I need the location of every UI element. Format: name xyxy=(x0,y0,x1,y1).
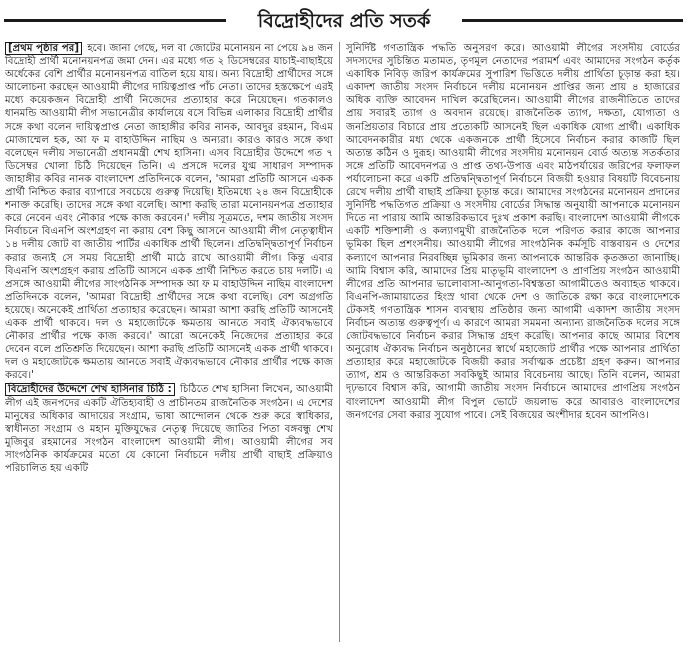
headline-bar xyxy=(4,6,683,36)
headline-rule-right xyxy=(462,19,683,22)
continuation-tag: [প্রথম পৃষ্ঠার পর] xyxy=(5,42,82,55)
paragraph-text: চিঠিতে শেখ হাসিনা লিখেন, আওয়ামী লীগ এই জনপদের একটি ঐতিহ্যবাহী ও প্রাচীনতম রাজনৈতিক সংগঠন। এ দেশের মানুষের অধিকার আদায়ের সংগ্রাম, ভাষা আন্দোলন থেকে শুরু করে স্বাধিকার, স্বাধীনতা সংগ্রাম ও মহান মুক্তিযুদ্ধের নেতৃত্ব দিয়েছে জাতির পিতা বঙ্গবন্ধু শেখ মুজিবুর রহমানের সংগঠন বাংলাদেশ আওয়ামী লীগ। আওয়ামী লীগের সব সাংগঠনিক কার্যক্রমের মতো যে কোনো নির্বাচনে দলীয় প্রার্থী বাছাই প্রক্রিয়াও পরিচালিত হয় একটি xyxy=(5,384,333,474)
article-column-right xyxy=(346,42,680,644)
paragraph-text: হবে। জানা গেছে, দল বা জোটের মনোনয়ন না পেয়ে ৯৪ জন বিদ্রোহী প্রার্থী মনোনয়নপত্র জমা দেন। এর মধ্যে গত ২ ডিসেম্বরের যাচাই-বাছাইয়ে অর্ধেকের বেশি প্রার্থীর মনোনয়নপত্র বাতিল হয়ে যায়। অন্য বিদ্রোহী প্রার্থীদের সঙ্গে আলোচনা করছেন আওয়ামী লীগের দায়িত্বপ্রাপ্ত পাঁচ নেতা। তাদের হস্তক্ষেপে এরই মধ্যে কয়েকজন বিদ্রোহী প্রার্থী নিজেদের প্রত্যাহার করে নিয়েছেন। গতকালও ধানমন্ডি আওয়ামী লীগ সভানেত্রীর কার্যালয়ে বসে বিভিন্ন এলাকার বিদ্রোহী প্রার্থীর সঙ্গে কথা বলেন দায়িত্বপ্রাপ্ত নেতা জাহাঙ্গীর কবির নানক, আবদুর রহমান, বিএম মোজাম্মেল হক, আ ফ ম বাহাউদ্দিন নাছিম ও অন্যরা। কারও কারও সঙ্গে কথা বলেছেন দলীয় সভানেত্রী প্রধানমন্ত্রী শেখ হাসিনা। এসব বিদ্রোহীর উদ্দেশে গত ৭ ডিসেম্বর খোলা চিঠি দিয়েছেন তিনি। এ প্রসঙ্গে দলের যুগ্ম সাধারণ সম্পাদক জাহাঙ্গীর কবির নানক বাংলাদেশ প্রতিদিনকে বলেন, 'আমরা প্রতিটি আসনে একক প্রার্থী নিশ্চিত করার ব্যাপারে সবচেয়ে গুরুত্ব দিয়েছি। ইতিমধ্যে ২৪ জন বিদ্রোহীকে শনাক্ত করেছি। তাদের সঙ্গে কথা বলেছি। আশা করছি তারা মনোনয়নপত্র প্রত্যাহার করে নেবেন এবং নৌকার পক্ষে কাজ করবেন।' দলীয় সূত্রমতে, দশম জাতীয় সংসদ নির্বাচনে বিএনপি অংশগ্রহণ না করায় বেশ কিছু আসনে আওয়ামী লীগ নেতৃত্বাধীন ১৪ দলীয় জোট বা জাতীয় পার্টির একাধিক প্রার্থী ছিলেন। প্রতিদ্বন্দ্বিতাপূর্ণ নির্বাচন করার জন্যই সে সময় বিদ্রোহী প্রার্থী মাঠে রাখে আওয়ামী লীগ। কিন্তু এবার বিএনপি অংশগ্রহণ করায় প্রতিটি আসনে একক প্রার্থী নিশ্চিত করতে চায় দলটি। এ প্রসঙ্গে আওয়ামী লীগের সাংগঠনিক সম্পাদক আ ফ ম বাহাউদ্দিন নাছিম বাংলাদেশ প্রতিদিনকে বলেন, 'আমরা বিদ্রোহী প্রার্থীদের সঙ্গে কথা বলেছি। বেশ অগ্রগতি হয়েছে। অনেকেই প্রার্থিতা প্রত্যাহার করেছেন। আমরা আশা করছি প্রতিটি আসনেই একক প্রার্থী থাকবে। দল ও মহাজোটকে ক্ষমতায় আনতে সবাই ঐক্যবদ্ধভাবে নৌকার প্রার্থীর পক্ষে কাজ করবে।' আরো অনেকেই নিজেদের প্রত্যাহার করে দেবেন বলে প্রতিশ্রুতি দিয়েছেন। আশা করছি প্রতিটি আসনেই একক প্রার্থী থাকবে। দল ও মহাজোটকে ক্ষমতায় আনতে সবাই ঐক্যবদ্ধভাবে নৌকার প্রার্থীর পক্ষে কাজ করবে।' xyxy=(5,43,333,382)
subheading: বিদ্রোহীদের উদ্দেশে শেখ হাসিনার চিঠি : xyxy=(5,383,175,396)
headline-rule-left xyxy=(4,19,226,22)
article-column-left xyxy=(5,42,333,644)
headline: বিদ্রোহীদের প্রতি সতর্ক xyxy=(257,10,431,32)
paragraph-continuation xyxy=(5,42,333,382)
paragraph-text: সুনির্দিষ্ট গণতান্ত্রিক পদ্ধতি অনুসরণ করে। আওয়ামী লীগের সংসদীয় বোর্ডের সদস্যদের সুচিন্তিত মতামত, তৃণমূল নেতাদের পরামর্শ এবং আমাদের সংগঠন কর্তৃক একাধিক নিবিড় জরিপ কার্যক্রমের সুপারিশ ভিত্তিতে দলীয় প্রার্থিতা চূড়ান্ত করা হয়। একাদশ জাতীয় সংসদ নির্বাচনে দলীয় মনোনয়ন প্রাপ্তির জন্য প্রায় ৪ হাজারের অধিক ব্যক্তি আবেদন দাখিল করেছিলেন। আওয়ামী লীগের রাজনীতিতে তাদের প্রায় সবারই ত্যাগ ও অবদান রয়েছে। রাজনৈতিক ত্যাগ, দক্ষতা, যোগ্যতা ও জনপ্রিয়তার বিচারে প্রায় প্রত্যেকটি আসনেই ছিল একাধিক যোগ্য প্রার্থী। একাধিক আবেদনকারীর মধ্য থেকে একজনকে প্রার্থী হিসেবে নির্বাচন করার কাজটি ছিল অত্যন্ত কঠিন ও দুরূহ। আওয়ামী লীগের সংসদীয় মনোনয়ন বোর্ড অত্যন্ত সতর্কতার সঙ্গে প্রতিটি আবেদনপত্র ও প্রাপ্ত তথ্য-উপাত্ত এবং মাঠপর্যায়ের জরিপের ফলাফল পর্যালোচনা করে একটি প্রতিদ্বন্দ্বিতাপূর্ণ নির্বাচনে বিজয়ী হওয়ার বিষয়টি বিবেচনায় রেখে দলীয় প্রার্থী বাছাই প্রক্রিয়া চূড়ান্ত করে। আমাদের সংগঠনের মনোনয়ন প্রদানের সুনির্দিষ্ট পদ্ধতিগত প্রক্রিয়া ও সংসদীয় বোর্ডের সিদ্ধান্ত অনুযায়ী আপনাকে মনোনয়ন দিতে না পারায় আমি আন্তরিকভাবে দুঃখ প্রকাশ করছি। বাংলাদেশ আওয়ামী লীগকে একটি শক্তিশালী ও কল্যাণমুখী রাজনৈতিক দলে পরিণত করার কাজে আপনার ভূমিকা ছিল প্রশংসনীয়। আওয়ামী লীগের সাংগঠনিক কর্মসূচি বাস্তবায়ন ও দেশের কল্যাণে আপনার নিরবচ্ছিন্ন ভূমিকার জন্য আপনাকে আন্তরিক কৃতজ্ঞতা জানাচ্ছি। আমি বিশ্বাস করি, আমাদের প্রিয় মাতৃভূমি বাংলাদেশ ও প্রাণপ্রিয় সংগঠন আওয়ামী লীগের প্রতি আপনার ভালোবাসা-আনুগত্য-বিশ্বস্ততা আগামীতেও অব্যাহত থাকবে। বিএনপি-জামায়াতের হিংস্র থাবা থেকে দেশ ও জাতিকে রক্ষা করে বাংলাদেশকে টেকসই গণতান্ত্রিক শাসন ব্যবস্থায় প্রতিষ্ঠার জন্য আগামী একাদশ জাতীয় সংসদ নির্বাচন অত্যন্ত গুরুত্বপূর্ণ। এ কারণে আমরা সমমনা অন্যান্য রাজনৈতিক দলের সঙ্গে জোটবদ্ধভাবে নির্বাচন করার সিদ্ধান্ত গ্রহণ করেছি। আপনার কাছে আমার বিশেষ অনুরোধ ঐক্যবদ্ধ নির্বাচন অনুষ্ঠানের স্বার্থে মহাজোট প্রার্থীর পক্ষে আপনার প্রার্থিতা প্রত্যাহার করে মহাজোটকে বিজয়ী করার সর্বাত্মক প্রচেষ্টা গ্রহণ করুন। আপনার ত্যাগ, শ্রম ও আন্তরিকতা সবকিছুই আমার বিবেচনায় আছে। তিনি বলেন, আমরা দৃঢ়ভাবে বিশ্বাস করি, আগামী জাতীয় সংসদ নির্বাচনে আমাদের প্রাণপ্রিয় সংগঠন বাংলাদেশ আওয়ামী লীগ বিপুল ভোটে জয়লাভ করে আবারও বাংলাদেশের জনগণের সেবা করার সুযোগ পাবে। সেই বিজয়ের অংশীদার হবেন আপনিও। xyxy=(346,43,680,421)
paragraph-letter-continued xyxy=(346,42,680,422)
column-divider xyxy=(339,42,340,642)
paragraph-letter xyxy=(5,383,333,475)
